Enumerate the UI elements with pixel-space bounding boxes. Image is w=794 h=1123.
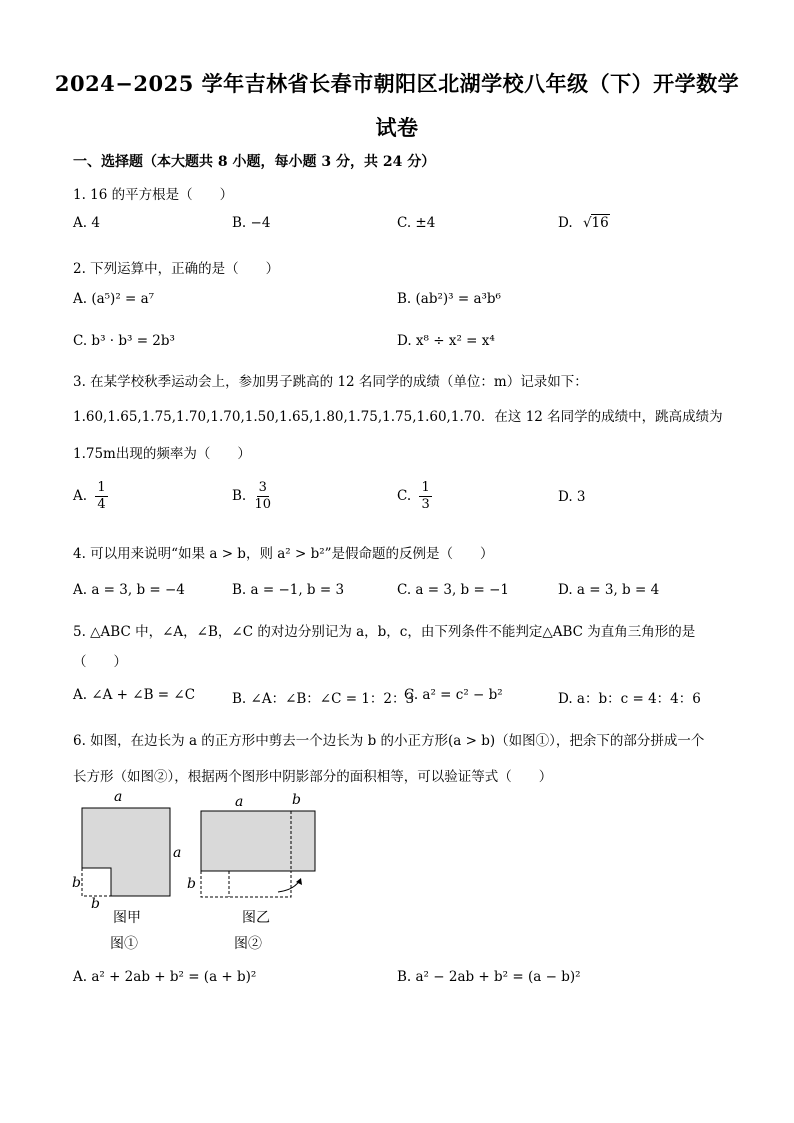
question-4-option-b: B. a = −1, b = 3 [232, 582, 345, 598]
question-2-option-a: A. (a⁵)² = a⁷ [73, 291, 155, 307]
denominator: 4 [97, 497, 106, 512]
question-3-option-c [397, 480, 432, 513]
denominator: 3 [421, 497, 430, 512]
fraction [419, 480, 431, 513]
question-4-option-a: A. a = 3, b = −4 [73, 582, 185, 598]
question-2-stem: 2. 下列运算中，正确的是（ ） [73, 261, 280, 277]
moved-strip-outline [201, 871, 291, 897]
cut-square-outline [82, 868, 111, 896]
figure-2-label-b-left: b [187, 876, 196, 892]
question-1-option-d [558, 215, 610, 231]
question-4-option-d: D. a = 3, b = 4 [558, 582, 660, 598]
question-5-option-a: A. ∠A + ∠B = ∠C [73, 687, 196, 703]
question-3-option-a [73, 480, 108, 513]
question-1-option-a: A. 4 [73, 215, 100, 231]
numerator: 1 [97, 480, 106, 495]
question-3-option-b [232, 480, 271, 513]
numerator: 3 [258, 480, 267, 495]
option-label: C. [397, 488, 412, 504]
figure-2-caption: 图乙 [242, 910, 270, 926]
fraction [255, 480, 272, 513]
sqrt-symbol: √ [582, 215, 592, 231]
option-label: A. [73, 488, 88, 504]
figure-2-rectangle [190, 800, 330, 910]
question-6-option-b: B. a² − 2ab + b² = (a − b)² [397, 969, 581, 985]
question-2-option-d: D. x⁸ ÷ x² = x⁴ [397, 333, 495, 349]
question-5-option-c: C. a² = c² − b² [404, 687, 503, 703]
figure-2-number: 图② [234, 936, 262, 952]
shaded-rectangle [201, 811, 315, 871]
question-5-line-2: （ ） [73, 654, 127, 670]
question-3-line-3: 1.75m出现的频率为（ ） [73, 446, 251, 462]
question-3-line-1: 3. 在某学校秋季运动会上，参加男子跳高的 12 名同学的成绩（单位：m）记录如下： [73, 374, 588, 390]
denominator: 10 [254, 497, 272, 512]
question-3-line-2: 1.60,1.65,1.75,1.70,1.70,1.50,1.65,1.80,1.75,1.75,1.60,1.70．在这 12 名同学的成绩中，跳高成绩为 [73, 409, 723, 425]
question-4-stem: 4. 可以用来说明“如果 a > b，则 a² > b²”是假命题的反例是（ ） [73, 546, 494, 562]
figure-1-label-a-right: a [173, 845, 182, 861]
question-5-option-d: D. a：b：c = 4：4：6 [558, 691, 701, 707]
figure-1-square [70, 790, 190, 920]
section-heading: 一、选择题（本大题共 8 小题，每小题 3 分，共 24 分） [73, 154, 436, 170]
figure-2-label-a-top: a [235, 794, 244, 810]
question-5-option-b: B. ∠A：∠B：∠C = 1：2：3 [232, 691, 415, 707]
page-title: 2024−2025 学年吉林省长春市朝阳区北湖学校八年级（下）开学数学 [54, 71, 740, 96]
question-6-option-a: A. a² + 2ab + b² = (a + b)² [73, 969, 257, 985]
question-4-option-c: C. a = 3, b = −1 [397, 582, 509, 598]
option-label: B. [232, 488, 247, 504]
shaded-region [82, 808, 170, 896]
page-title-continued: 试卷 [375, 115, 419, 140]
question-1-option-b: B. −4 [232, 215, 271, 231]
option-d-label: D. [558, 215, 573, 231]
figure-1-number: 图① [110, 936, 138, 952]
figure-1-caption: 图甲 [113, 910, 141, 926]
question-5-line-1: 5. △ABC 中，∠A，∠B，∠C 的对边分别记为 a，b，c，由下列条件不能判定△ABC 为直角三角形的是 [73, 624, 696, 640]
question-2-option-c: C. b³ · b³ = 2b³ [73, 333, 175, 349]
numerator: 1 [421, 480, 430, 495]
figure-1-label-b-bottom: b [91, 896, 100, 912]
question-1-option-c: C. ±4 [397, 215, 436, 231]
figure-1-label-a-top: a [114, 789, 123, 805]
figure-1-label-b-left: b [72, 875, 81, 891]
question-3-option-d: D. 3 [558, 489, 586, 505]
fraction [95, 480, 107, 513]
question-2-option-b: B. (ab²)³ = a³b⁶ [397, 291, 501, 307]
question-1-stem: 1. 16 的平方根是（ ） [73, 187, 234, 203]
question-6-line-1: 6. 如图，在边长为 a 的正方形中剪去一个边长为 b 的小正方形(a > b)（如图①），把余下的部分拼成一个 [73, 733, 705, 749]
question-6-line-2: 长方形（如图②），根据两个图形中阴影部分的面积相等，可以验证等式（ ） [73, 769, 553, 785]
figure-2-label-b-top: b [292, 792, 301, 808]
sqrt-radicand: 16 [591, 215, 609, 231]
